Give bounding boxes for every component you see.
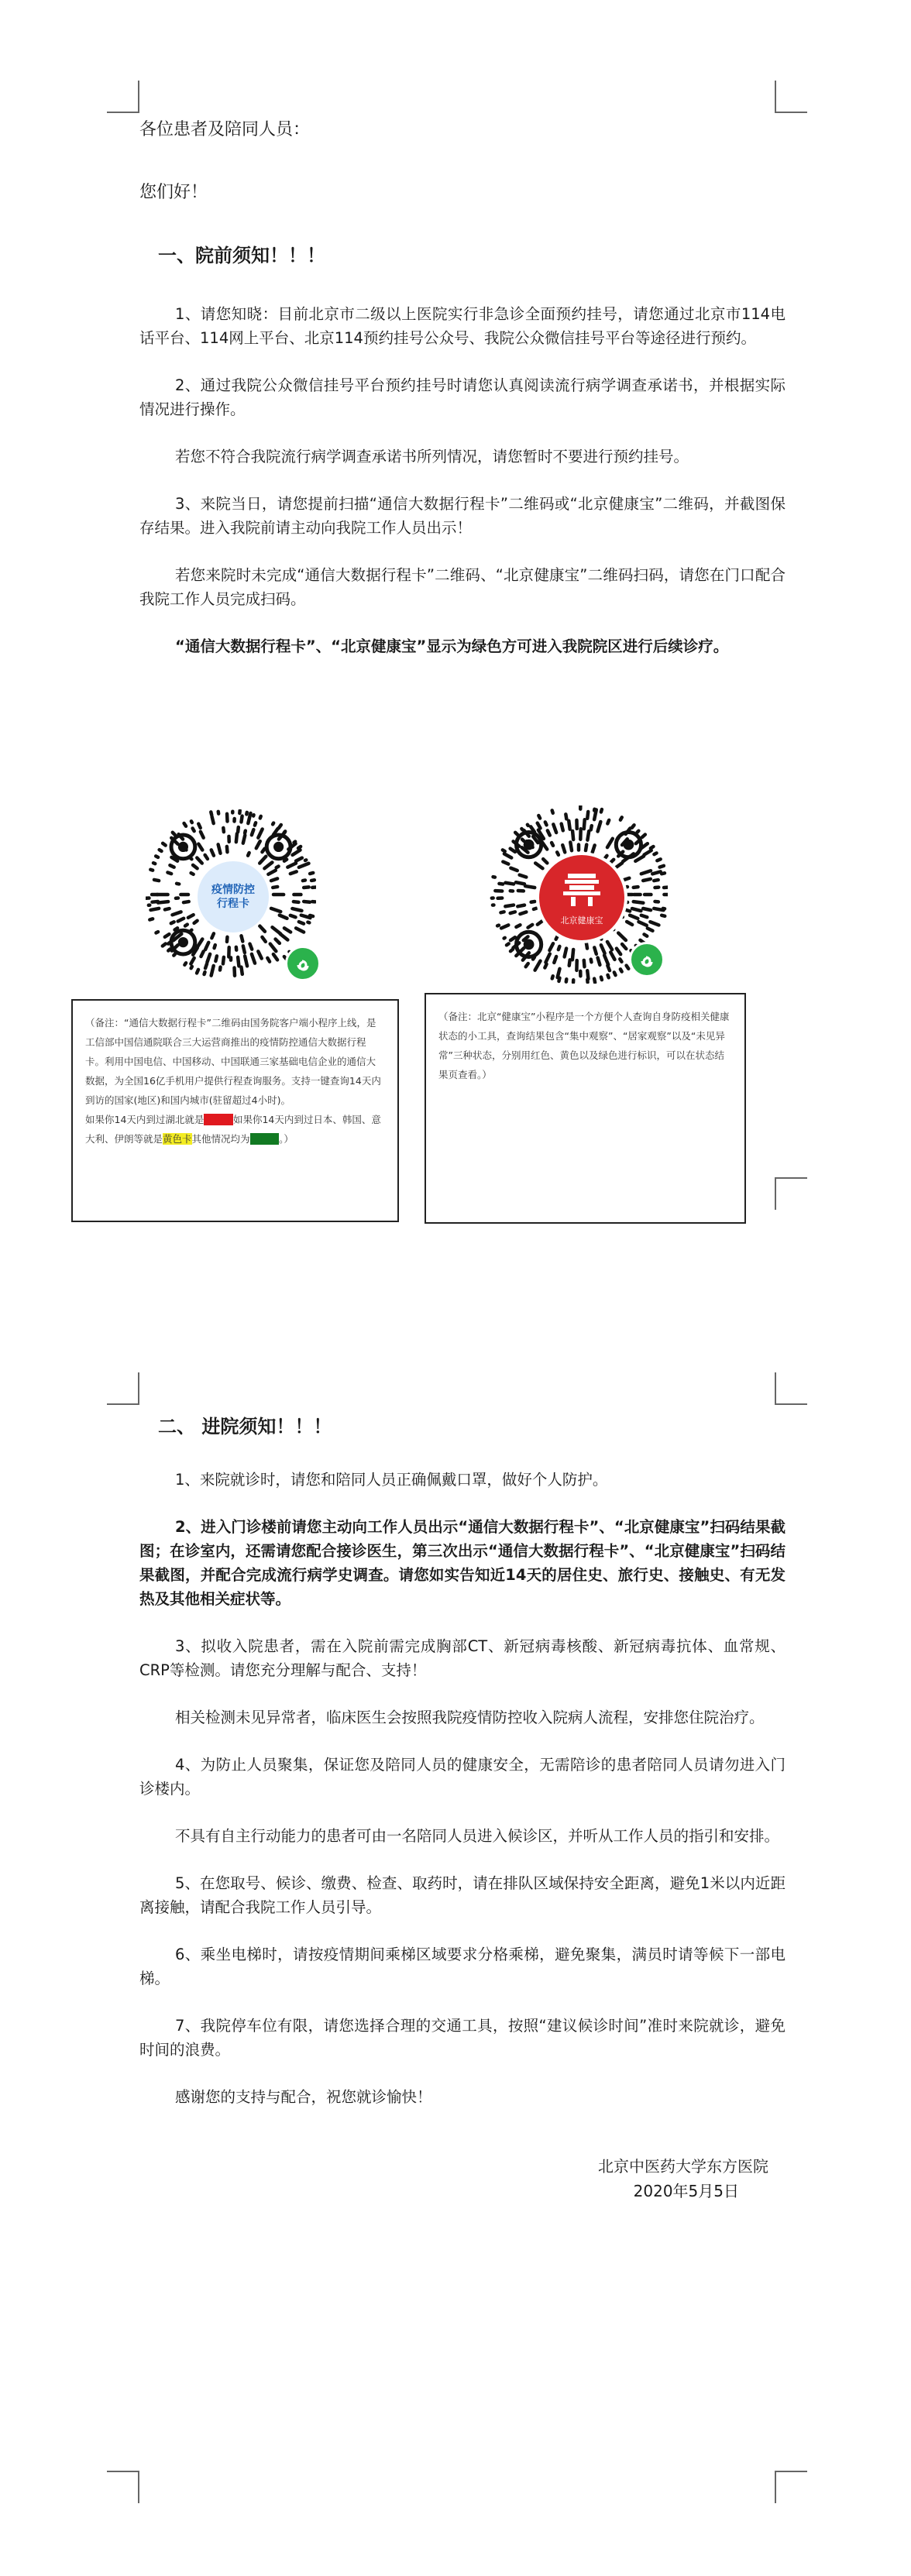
qr-dot: [156, 856, 158, 857]
qr-dot: [650, 922, 658, 925]
qr-dot: [172, 912, 180, 915]
qr-dot: [562, 845, 565, 852]
qr-dot: [538, 921, 543, 925]
qr-dot: [516, 882, 524, 884]
qr-dot: [607, 839, 613, 847]
qr-dot: [211, 933, 214, 938]
qr-dot: [191, 821, 192, 823]
qr-dot: [594, 947, 596, 953]
qr-dot: [526, 963, 528, 967]
crop-mark: [775, 2471, 807, 2503]
qr-dot: [528, 925, 533, 928]
qr-finder-dot: [178, 842, 188, 852]
signature-date: 2020年5月5日: [633, 2182, 739, 2200]
qr-dot: [198, 824, 200, 828]
qr-dot: [310, 873, 313, 874]
qr-dot: [205, 943, 208, 950]
qr-dot: [601, 977, 602, 981]
qr-dot: [273, 887, 277, 888]
qr-dot: [198, 844, 202, 850]
qr-dot: [256, 841, 260, 848]
qr-dot: [660, 866, 664, 867]
qr-dot: [188, 915, 194, 918]
qr-dot: [504, 938, 505, 939]
qr-dot: [607, 966, 610, 971]
qr-dot: [591, 826, 592, 829]
qr-dot: [252, 829, 253, 835]
green-card-highlight: 绿色卡: [249, 1133, 280, 1145]
qr-dot: [264, 862, 272, 868]
qr-dot: [255, 823, 256, 825]
qr-dot: [284, 928, 290, 932]
qr-dot: [501, 925, 508, 928]
qr-dot: [598, 822, 601, 832]
qr-dot: [594, 979, 595, 983]
qr-dot: [252, 954, 255, 963]
qr-dot: [194, 921, 198, 923]
section2-title: 二、 进院须知！！！: [158, 1416, 332, 1437]
beijing-health-logo-icon: 北京健康宝: [536, 852, 627, 943]
qr-dot: [635, 856, 644, 860]
qr-dot: [201, 832, 204, 838]
qr-dot: [287, 864, 296, 867]
greeting: 各位患者及陪同人员：: [139, 120, 311, 139]
qr-dot: [262, 849, 264, 852]
qr-dot: [268, 871, 275, 874]
qr-dot: [294, 842, 296, 843]
hello: 您们好！: [139, 183, 208, 202]
qr-dot: [608, 975, 609, 977]
qr-dot: [238, 827, 239, 832]
paragraph: 7、我院停车位有限，请您选择合理的交通工具，按照“建议候诊时间”准时来院就诊，避免时间的浪费。: [139, 2017, 786, 2059]
qr-dot: [250, 944, 253, 950]
qr-dot: [205, 855, 208, 859]
qr-dot: [601, 809, 602, 812]
qr-dot: [211, 966, 214, 976]
qr-dot: [197, 970, 198, 973]
qr-dot: [552, 843, 553, 846]
paragraph: 4、为防止人员聚集，保证您及陪同人员的健康安全，无需陪诊的患者陪同人员请勿进入门诊楼内。: [139, 1756, 786, 1798]
qr-dot: [507, 943, 509, 945]
qr-dot: [242, 936, 243, 941]
qr-dot: [160, 850, 162, 851]
qr-dot: [638, 922, 646, 926]
qr-dot: [614, 972, 616, 975]
qr-dot: [636, 841, 639, 843]
qr-dot: [634, 887, 638, 888]
qr-dot: [645, 850, 651, 855]
paragraph: 若您来院时未完成“通信大数据行程卡”二维码、“北京健康宝”二维码扫码，请您在门口配合我院工作人员完成扫码。: [139, 566, 786, 608]
qr-dot: [651, 847, 654, 848]
qr-dot: [290, 915, 296, 917]
qr-dot: [549, 943, 553, 950]
qr-dot: [562, 824, 563, 831]
qr-dot: [607, 942, 612, 950]
paragraph: 3、拟收入院患者，需在入院前需完成胸部CT、新冠病毒核酸、新冠病毒抗体、血常规、CRP等检测。请您充分理解与配合、支持！: [139, 1637, 786, 1679]
qr-dot: [245, 831, 246, 833]
qr-dot: [538, 823, 541, 829]
qr-dot: [260, 857, 266, 864]
qr-dot: [184, 963, 186, 965]
qr-dot: [245, 956, 247, 966]
paragraph: 6、乘坐电梯时，请按疫情期间乘梯区域要求分格乘梯，避免聚集，满员时请等候下一部电梯。: [139, 1946, 786, 1987]
qr-dot: [641, 871, 651, 874]
qr-dot: [223, 957, 224, 964]
qr-dot: [284, 860, 287, 861]
qr-dot: [311, 880, 315, 881]
health-app-note: （备注：北京“健康宝”小程序是一个方便个人查询自身防疫相关健康状态的小工具，查询结果包含“集中观察”、“居家观察”以及“未见异常”三种状态，分别用红色、黄色以及绿色进行标识，可以在状态结果页查看。）: [425, 993, 746, 1224]
qr-dot: [587, 970, 588, 979]
qr-dot: [271, 878, 277, 881]
qr-dot: [604, 955, 608, 964]
qr-dot: [154, 880, 159, 881]
qr-dot: [627, 966, 629, 969]
qr-dot: [173, 833, 175, 835]
qr-dot: [662, 915, 665, 916]
qr-dot: [150, 870, 153, 871]
qr-dot: [520, 912, 526, 914]
qr-dot: [587, 831, 589, 840]
qr-dot: [185, 925, 187, 926]
qr-dot: [618, 933, 626, 940]
qr-dot: [643, 908, 651, 910]
qr-dot: [621, 817, 622, 819]
qr-finder-dot: [524, 840, 535, 850]
trip-card-note: （备注：“通信大数据行程卡”二维码由国务院客户端小程序上线，是工信部中国信通院联合三大运营商推出的疫情防控通信大数据行程卡。利用中国电信、中国移动、中国联通三家基础电信企业的通信大数据，为全国16亿手机用户提供行程查询服务。支持一键查询14天内到访的国家(地区)和国内城市(驻留超过4小时)。 如果你14天内到过湖北就是红色卡如果你14天内到过日本、韩国、意大利、伊朗等就是黄色卡其他情况均为绿色卡。）: [71, 999, 399, 1222]
qr-dot: [648, 928, 653, 930]
qr-dot: [198, 939, 202, 946]
qr-dot: [520, 875, 527, 878]
qr-dot: [511, 849, 515, 852]
qr-dot: [165, 908, 170, 909]
qr-dot: [193, 828, 194, 831]
qr-dot: [548, 830, 550, 835]
qr-dot: [298, 847, 301, 848]
qr-dot: [299, 864, 309, 867]
qr-dot: [243, 946, 245, 953]
crop-mark: [775, 81, 807, 113]
qr-dot: [521, 829, 522, 830]
qr-dot: [601, 945, 605, 953]
qr-dot: [296, 928, 304, 932]
qr-dot: [517, 905, 524, 907]
qr-dot: [632, 825, 634, 827]
qr-dot: [607, 820, 609, 824]
qr-dot: [296, 858, 302, 861]
qr-dot: [572, 950, 573, 960]
qr-dot: [165, 934, 170, 937]
yellow-card-highlight: 黄色卡: [163, 1133, 192, 1145]
qr-dot: [227, 937, 228, 942]
qr-dot: [622, 944, 626, 949]
qr-dot: [280, 915, 287, 919]
qr-dot: [184, 823, 186, 826]
qr-dot: [641, 915, 648, 918]
qr-dot: [168, 950, 170, 951]
qr-dot: [535, 961, 541, 970]
qr-dot: [279, 825, 281, 828]
qr-finder-dot: [178, 937, 188, 947]
qr-dot: [290, 871, 297, 874]
qr-dot: [505, 883, 514, 884]
qr-dot: [534, 908, 536, 909]
qr-dot: [558, 969, 560, 977]
qr-dot: [662, 873, 665, 874]
qr-dot: [191, 967, 192, 968]
qr-dot: [617, 949, 621, 954]
qr-dot: [310, 915, 313, 916]
paragraph: 2、通过我院公众微信挂号平台预约挂号时请您认真阅读流行病学调查承诺书，并根据实际情况进行操作。: [139, 376, 786, 418]
qr-dot: [258, 951, 261, 958]
qr-dot: [271, 908, 280, 912]
paragraph-bold: 2、进入门诊楼前请您主动向工作人员出示“通信大数据行程卡”、“北京健康宝”扫码结果截图；在诊室内，还需请您配合接诊医生，第三次出示“通信大数据行程卡”、“北京健康宝”扫码结果截图，并配合完成流行病学史调查。请您如实告知近14天的居住史、旅行史、接触史、有无发热及其他相关症状等。: [139, 1518, 786, 1608]
qr-dot: [638, 831, 639, 833]
qr-dot: [193, 865, 198, 868]
qr-dot: [503, 862, 508, 864]
qr-dot: [511, 912, 515, 913]
wechat-miniprogram-icon: [629, 942, 665, 977]
qr-dot: [522, 840, 524, 841]
qr-dot: [191, 958, 194, 964]
qr-dot: [632, 908, 641, 911]
paragraph: 不具有自主行动能力的患者可由一名陪同人员进入候诊区，并听从工作人员的指引和安排。: [175, 1827, 780, 1845]
page-1: [0, 0, 911, 1270]
qr-dot: [170, 865, 174, 867]
qr-dot: [227, 847, 228, 852]
qr-dot: [511, 937, 515, 940]
qr-dot: [503, 850, 505, 851]
qr-dot: [304, 887, 308, 888]
qr-dot: [630, 915, 638, 919]
qr-dot: [552, 810, 553, 812]
qr-dot: [654, 853, 656, 854]
qr-dot: [277, 867, 279, 868]
qr-dot: [211, 850, 214, 855]
qr-dot: [201, 951, 203, 957]
qr-dot: [610, 952, 614, 959]
qr-dot: [525, 886, 535, 888]
qr-dot: [634, 902, 644, 903]
qr-dot: [248, 853, 249, 856]
trip-card-qr-code: [146, 809, 316, 980]
qr-dot: [505, 905, 514, 907]
crop-mark: [775, 1177, 807, 1210]
section1-title: 一、院前须知！！！: [158, 245, 325, 266]
crop-mark: [775, 1372, 807, 1405]
paragraph: 1、来院就诊时，请您和陪同人员正确佩戴口罩，做好个人防护。: [175, 1471, 608, 1489]
qr-dot: [163, 944, 166, 946]
qr-dot: [197, 857, 201, 863]
qr-dot: [587, 812, 588, 819]
qr-dot: [557, 852, 559, 854]
crop-mark: [107, 2471, 139, 2503]
qr-dot: [260, 816, 261, 818]
hospital-name: 北京中医药大学东方医院: [598, 2157, 768, 2176]
qr-dot: [241, 816, 242, 823]
qr-dot: [248, 813, 250, 823]
qr-dot: [293, 850, 301, 854]
qr-dot: [171, 922, 174, 923]
qr-finder-dot: [273, 842, 284, 852]
qr-dot: [167, 872, 171, 874]
qr-dot: [572, 831, 573, 840]
paragraph: 5、在您取号、候诊、缴费、检查、取药时，请在排队区域保持安全距离，避免1米以内近距离接触，请配合我院工作人员引导。: [139, 1874, 786, 1916]
qr-dot: [627, 922, 632, 925]
qr-dot: [236, 833, 237, 842]
qr-dot: [308, 922, 309, 923]
qr-dot: [553, 824, 556, 833]
paragraph-bold: “通信大数据行程卡”、“北京健康宝”显示为绿色方可进入我院院区进行后续诊疗。: [175, 637, 729, 655]
qr-dot: [273, 954, 277, 960]
qr-dot: [598, 957, 600, 964]
qr-dot: [153, 863, 155, 864]
qr-dot: [280, 934, 288, 940]
qr-dot: [151, 908, 160, 910]
qr-dot: [284, 831, 285, 833]
qr-dot: [243, 835, 245, 843]
qr-dot: [511, 950, 513, 952]
qr-dot: [515, 833, 517, 835]
qr-dot: [260, 926, 265, 931]
qr-dot: [569, 960, 570, 965]
qr-dot: [516, 925, 520, 927]
qr-dot: [516, 954, 517, 956]
qr-dot: [163, 843, 166, 846]
qr-dot: [543, 859, 547, 863]
qr-dot: [554, 957, 556, 963]
qr-dot: [207, 954, 210, 962]
qr-dot: [565, 949, 566, 957]
wechat-miniprogram-icon: [285, 946, 321, 981]
qr-dot: [258, 829, 262, 838]
qr-dot: [270, 944, 277, 952]
page-2: [0, 1270, 911, 2576]
qr-dot: [238, 957, 239, 967]
qr-finder-dot: [524, 939, 535, 950]
qr-dot: [620, 959, 621, 961]
qr-dot: [156, 932, 158, 933]
qr-dot: [205, 963, 207, 968]
qr-dot: [223, 828, 224, 832]
qr-dot: [654, 880, 658, 881]
paragraph: 相关检测未见异常者，临床医生会按照我院疫情防控收入院病人流程，安排您住院治疗。: [175, 1709, 765, 1726]
qr-dot: [657, 859, 660, 860]
qr-dot: [593, 845, 595, 852]
crop-mark: [107, 1372, 139, 1405]
qr-dot: [220, 967, 221, 970]
qr-dot: [545, 964, 546, 968]
qr-dot: [262, 937, 265, 942]
qr-dot: [642, 835, 645, 838]
qr-dot: [175, 928, 178, 929]
crop-mark: [107, 81, 139, 113]
qr-dot: [504, 854, 511, 857]
closing-thanks: 感谢您的支持与配合，祝您就诊愉快！: [175, 2088, 432, 2106]
qr-dot: [643, 879, 651, 881]
beijing-health-qr-code: [490, 805, 668, 984]
qr-dot: [212, 817, 214, 823]
qr-dot: [241, 967, 242, 974]
qr-dot: [545, 954, 549, 963]
qr-dot: [267, 958, 270, 962]
qr-finder-dot: [624, 840, 634, 850]
qr-dot: [511, 868, 517, 871]
qr-dot: [299, 922, 304, 923]
paragraph: 3、来院当日，请您提前扫描“通信大数据行程卡”二维码或“北京健康宝”二维码，并截图保存结果。进入我院前请主动向我院工作人员出示！: [139, 495, 786, 537]
qr-dot: [276, 939, 280, 943]
paragraph: 1、请您知晓：目前北京市二级以上医院实行非急诊全面预约挂号，请您通过北京市114电话平台、114网上平台、北京114预约挂号公众号、我院公众微信挂号平台等途径进行预约。: [139, 305, 786, 347]
qr-dot: [535, 863, 542, 868]
qr-dot: [218, 844, 221, 853]
qr-dot: [552, 976, 553, 978]
qr-dot: [545, 822, 547, 825]
qr-dot: [538, 816, 540, 818]
qr-dot: [621, 969, 622, 971]
trip-card-badge: 疫情防控 行程卡: [195, 859, 271, 935]
qr-dot: [215, 956, 217, 961]
qr-dot: [191, 873, 194, 874]
qr-dot: [570, 842, 572, 850]
qr-dot: [645, 934, 648, 936]
paragraph: 若您不符合我院流行病学调查承诺书所列情况，请您暂时不要进行预约挂号。: [175, 448, 689, 465]
qr-dot: [559, 946, 560, 950]
qr-dot: [292, 908, 301, 911]
red-card-highlight: 红色卡: [204, 1114, 233, 1125]
qr-dot: [652, 871, 660, 874]
qr-dot: [584, 819, 585, 829]
qr-dot: [591, 960, 592, 963]
qr-dot: [584, 960, 585, 967]
qr-dot: [178, 919, 184, 922]
